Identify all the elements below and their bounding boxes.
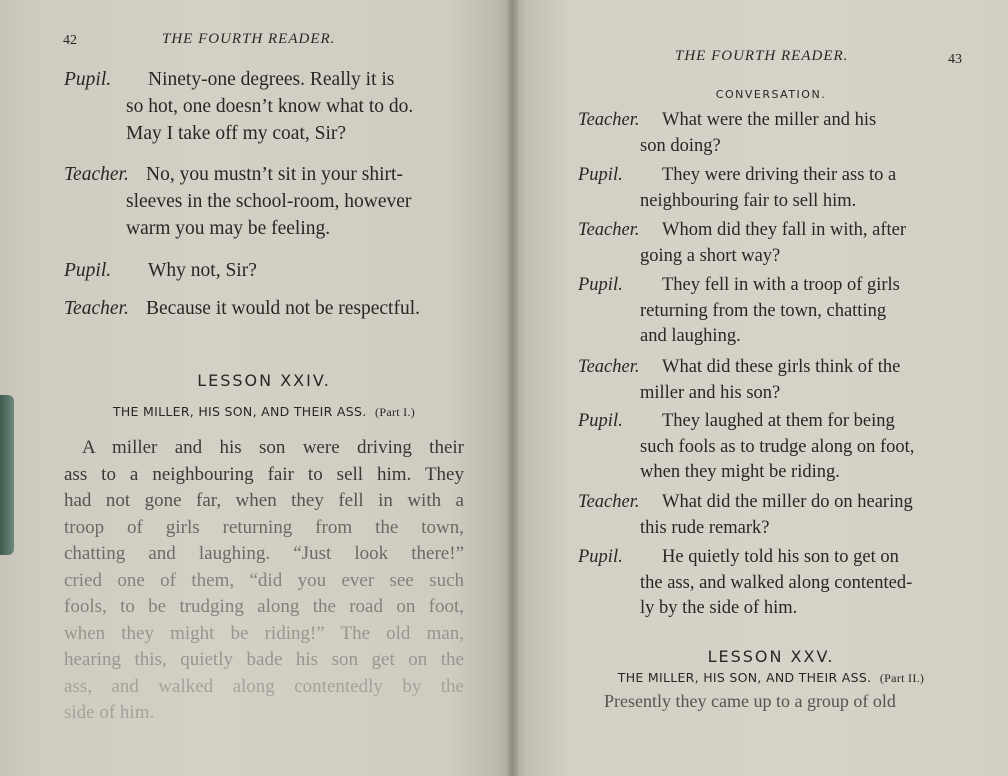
lesson-prose [604,688,964,715]
dialogue-line: What did the miller do on hearing [662,492,913,512]
dialogue-line: sleeves in the school-room, however [126,191,412,212]
dialogue-line: Ninety-one degrees. Really it is [148,69,395,90]
dialogue-line: going a short way? [640,245,781,266]
prose-line: had not gone far, when they fell in with a [64,490,464,511]
prose-line: when they might be riding!” The old man, [64,622,464,644]
page-number: 43 [948,52,962,67]
dialogue-line: neighbouring fair to sell him. [640,190,857,211]
dialogue-line: Why not, Sir? [148,260,257,281]
prose-line: ass to a neighbouring fair to sell him. They [64,463,464,485]
page-number: 42 [63,33,77,48]
dialogue-line: and laughing. [640,326,741,346]
right-page [512,0,1008,776]
running-head: THE FOURTH READER. [162,31,336,47]
dialogue-line: the ass, and walked along contented- [640,572,913,593]
dialogue-line: What did these girls think of the [662,357,901,377]
dialogue-line: They fell in with a troop of girls [662,275,900,295]
dialogue-entry [64,257,464,285]
dialogue-entry [578,218,964,270]
lesson-part: (Part II.) [879,671,925,685]
lesson-heading: LESSON XXV. [707,647,835,666]
dialogue-entry [578,163,964,215]
prose-line: troop of girls returning from the town, [64,516,464,538]
lesson-subtitle [578,670,964,686]
prose-line: Presently they came up to a group of old [604,691,896,711]
speaker-label: Pupil. [578,165,623,185]
dialogue-line: He quietly told his son to get on [662,547,899,567]
book-gutter [506,0,518,776]
prose-line: cried one of them, “did you ever see such [64,569,464,591]
prose-line: side of him. [64,702,155,723]
lesson-prose [64,435,464,727]
prose-line: chatting and laughing. “Just look there!” [64,543,464,564]
dialogue-entry [578,409,964,487]
dialogue-entry [578,490,964,542]
dialogue-line: They laughed at them for being [662,411,895,431]
dialogue-line: ly by the side of him. [640,598,798,618]
prose-line: hearing this, quietly bade his son get on the [64,649,464,670]
speaker-label: Pupil. [578,275,623,295]
dialogue-line: warm you may be feeling. [126,218,331,239]
lesson-subtitle [64,404,464,420]
section-label: CONVERSATION. [715,88,827,101]
speaker-label: Pupil. [578,547,623,567]
dialogue-line: when they might be riding. [640,462,840,482]
dialogue-line: No, you mustn’t sit in your shirt- [146,164,403,185]
dialogue-line: returning from the town, chatting [640,300,887,321]
dialogue-entry [64,295,464,323]
speaker-label: Teacher. [578,357,640,377]
dialogue-line: Because it would not be respectful. [146,298,420,319]
speaker-label: Pupil. [64,69,112,90]
speaker-label: Pupil. [64,260,112,281]
lesson-title: THE MILLER, HIS SON, AND THEIR ASS. [112,404,367,419]
lesson-title: THE MILLER, HIS SON, AND THEIR ASS. [617,670,872,685]
prose-line: ass, and walked along contentedly by the [64,675,464,697]
dialogue-entry [64,161,464,243]
lesson-heading: LESSON XXIV. [197,371,331,390]
lesson-part: (Part I.) [375,405,416,419]
thumb-shadow [0,395,14,555]
speaker-label: Teacher. [578,492,640,512]
dialogue-line: What were the miller and his [662,110,877,130]
speaker-label: Teacher. [64,298,129,319]
speaker-label: Pupil. [578,411,623,431]
dialogue-line: May I take off my coat, Sir? [126,123,347,144]
speaker-label: Teacher. [64,164,129,185]
dialogue-line: such fools as to trudge along on foot, [640,436,915,457]
dialogue-entry [578,545,964,623]
dialogue-entry [578,273,964,351]
dialogue-entry [578,108,964,160]
dialogue-entry [64,66,464,148]
prose-line: A miller and his son were driving their [82,437,464,458]
speaker-label: Teacher. [578,220,640,240]
dialogue-line: Whom did they fall in with, after [662,220,907,240]
running-head: THE FOURTH READER. [675,48,849,64]
dialogue-line: miller and his son? [640,382,781,403]
dialogue-entry [578,355,964,407]
prose-line: fools, to be trudging along the road on foot, [64,596,464,617]
dialogue-line: so hot, one doesn’t know what to do. [126,96,414,117]
speaker-label: Teacher. [578,110,640,130]
dialogue-line: this rude remark? [640,517,770,538]
dialogue-line: son doing? [640,135,721,156]
dialogue-line: They were driving their ass to a [662,165,897,185]
